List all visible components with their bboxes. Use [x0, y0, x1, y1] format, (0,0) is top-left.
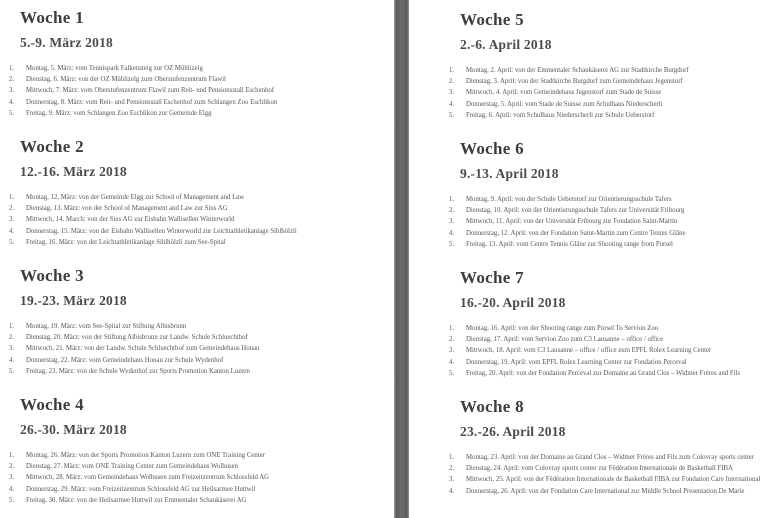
itinerary-item: Donnerstag, 12. April: von der Fondation Saint-Martin zum Centre Tennis Glâne: [466, 229, 686, 237]
itinerary-item: Freitag, 23. März: von der Schule Wydenhof zur Sports Promotion Kanton Luzern: [26, 367, 250, 375]
itinerary-item: Mittwoch, 28. März: vom Gemeindehaus Wolhusen zum Freizeitzentrum Schlossfeld AG: [26, 474, 270, 482]
itinerary-list: [466, 65, 773, 121]
itinerary-list: [466, 323, 773, 379]
week-title: Woche 3: [20, 266, 84, 286]
itinerary-item: Mittwoch, 25. April: von der Fédération Internationale de Basketball FIBA zur Fondation Care International: [466, 476, 761, 484]
itinerary-item: Montag, 12. März: von der Gemeinde Elgg zur School of Management and Law: [26, 194, 245, 202]
itinerary-list: [26, 192, 388, 248]
week-section-1: [20, 8, 388, 119]
week-title: Woche 7: [460, 268, 524, 288]
itinerary-item: Donnerstag, 22. März: vom Gemeindehaus Honau zur Schule Wydenhof: [26, 356, 224, 364]
week-date-range: 23.-26. April 2018: [460, 424, 566, 440]
week-title: Woche 8: [460, 397, 524, 417]
itinerary-item: Dienstag, 13. März: von der School of Management and Law zur Sius AG: [26, 205, 228, 213]
week-section-5: [460, 10, 773, 121]
week-section-3: [20, 266, 388, 377]
week-title: Woche 5: [460, 10, 524, 29]
itinerary-item: Mittwoch, 11. April: von der Universität Fribourg zur Fondation Saint-Martin: [466, 218, 678, 226]
itinerary-item: Dienstag, 20. März: von der Stiftung Albisbrunn zur Landw. Schule Schluechthof: [26, 334, 248, 342]
week-title: Woche 2: [20, 137, 84, 157]
itinerary-item: Mittwoch, 7. März: vom Oberstufenzentrum Flawil zum Reit- und Pensionsstall Eschenhof: [26, 87, 275, 95]
itinerary-item: Dienstag, 17. April: vom Servion Zoo zum C3 Lausanne – office / office: [466, 336, 664, 344]
week-section-4: [20, 395, 388, 506]
itinerary-item: Montag, 9. April: von der Schule Ueberstorf zur Orientierungsschule Tafers: [466, 196, 672, 204]
itinerary-item: Dienstag, 27. März: vom ONE Training Center zum Gemeindehaus Wolhusen: [26, 463, 239, 471]
itinerary-list: [26, 63, 388, 119]
itinerary-item: Freitag, 16. März: von der Leichtathletikanlage Sihlhölzli zum See-Spital: [26, 238, 226, 246]
itinerary-item: Mittwoch, 4. April: vom Gemeindehaus Jegenstorf zum Stade de Suisse: [466, 89, 662, 97]
itinerary-item: Montag, 5. März: vom Tennispark Falkensteig zur OZ Mühlizelg: [26, 65, 203, 72]
document-page-right: [409, 0, 777, 518]
itinerary-item: Dienstag, 10. April: von der Orientierungsschule Tafers zur Universität Fribourg: [466, 207, 685, 215]
week-date-range: 12.-16. März 2018: [20, 164, 127, 180]
itinerary-item: Freitag, 6. April: vom Schulhaus Niederscherli zur Schule Ueberstorf: [466, 111, 655, 119]
itinerary-item: Montag, 2. April: von der Emmentaler Schaukäserei AG zur Stadtkirche Burgdorf: [466, 67, 689, 74]
itinerary-list: [26, 450, 388, 506]
itinerary-item: Montag, 26. März: von der Sports Promotion Kanton Luzern zum ONE Training Center: [26, 452, 265, 460]
itinerary-item: Mittwoch, 14. March: von der Sius AG zur Eisbahn Wallisellen Winterworld: [26, 216, 235, 224]
itinerary-list: [466, 452, 773, 497]
week-date-range: 16.-20. April 2018: [460, 295, 566, 311]
week-title: Woche 6: [460, 139, 524, 159]
itinerary-item: Donnerstag, 5. April: vom Stade de Suisse zum Schulhaus Niederscherli: [466, 100, 663, 108]
itinerary-item: Freitag, 9. März: vom Schlangen Zoo Eschlikon zur Gemeinde Elgg: [26, 109, 212, 117]
itinerary-item: Freitag, 13. April: vom Centre Tennis Glâne zur Shooting range from Porsel: [466, 240, 673, 248]
itinerary-item: Donnerstag, 19. April: vom EPFL Rolex Learning Center zur Fondation Perceval: [466, 358, 687, 366]
week-date-range: 9.-13. April 2018: [460, 166, 559, 182]
itinerary-item: Dienstag, 24. April: vom Colovray sports center zur Fédération Internationale de Basketball FIBA: [466, 465, 733, 473]
itinerary-item: Dienstag, 3. April: von der Stadtkirche Burgdorf zum Gemeindehaus Jegenstorf: [466, 78, 683, 86]
week-title: Woche 4: [20, 395, 84, 415]
week-date-range: 2.-6. April 2018: [460, 37, 552, 52]
itinerary-item: Montag, 16. April: von der Shooting range zum Porsel To Servion Zoo: [466, 325, 659, 333]
week-section-7: [460, 268, 773, 379]
week-date-range: 19.-23. März 2018: [20, 293, 127, 309]
itinerary-item: Donnerstag, 8. März: vom Reit- und Pensionsstall Eschenhof zum Schlangen Zoo Eschlikon: [26, 98, 278, 106]
week-section-2: [20, 137, 388, 248]
itinerary-item: Montag, 19. März: vom See-Spital zur Stiftung Albisbrunn: [26, 323, 187, 331]
itinerary-item: Freitag, 30. März: von der Heilsarmee Huttwil zur Emmentaler Schaukäserei AG: [26, 496, 247, 504]
itinerary-item: Mittwoch, 21. März: von der Landw. Schule Schluechthof zum Gemeindehaus Honau: [26, 345, 260, 353]
itinerary-list: [466, 194, 773, 250]
week-section-6: [460, 139, 773, 250]
itinerary-list: [26, 321, 388, 377]
itinerary-item: Freitag, 20. April: von der Fondation Perceval zur Domaine au Grand Clos – Widmer Frères and Fils: [466, 369, 741, 377]
week-section-8: [460, 397, 773, 497]
itinerary-item: Montag, 23. April: von der Domaine au Grand Clos – Widmer Frères and Fils zum Colovray sports center: [466, 454, 754, 462]
week-title: Woche 1: [20, 8, 84, 27]
week-date-range: 26.-30. März 2018: [20, 422, 127, 438]
week-date-range: 5.-9. März 2018: [20, 35, 113, 50]
page-divider: [394, 0, 409, 518]
itinerary-item: Dienstag, 6. März: von der OZ Mühlizelg zum Oberstufenzentrum Flawil: [26, 76, 226, 84]
itinerary-item: Mittwoch, 18. April: vom C3 Lausanne – office / office zum EPFL Rolex Learning Center: [466, 347, 712, 355]
itinerary-item: Donnerstag, 29. März: vom Freizeitzentrum Schlossfeld AG zur Heilsarmee Huttwil: [26, 485, 256, 493]
itinerary-item: Donnerstag, 26. April: von der Fondation Care International zur Middle School Presentation De Marie: [466, 487, 745, 495]
itinerary-item: Donnerstag, 15. März: von der Eisbahn Wallisellen Winterworld zur Leichtathletikanlage Sihlhölzli: [26, 227, 297, 235]
